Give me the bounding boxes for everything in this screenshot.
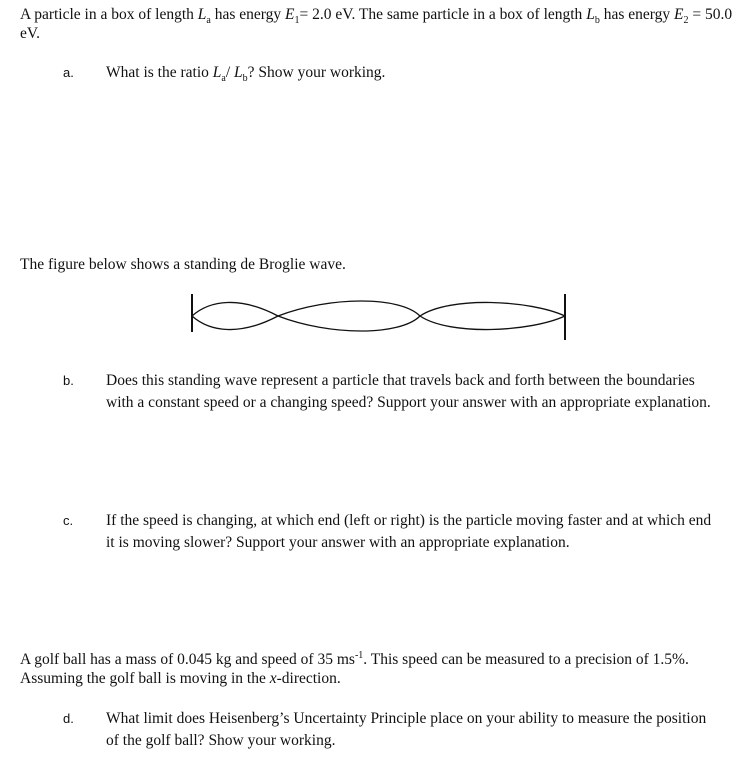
particle-in-box-intro: A particle in a box of length $L_a$ has energy $E_1= 2.0$ eV. The same particle in a box of length $L_b$ has energy $E_2 = 50.0$ eV. [20, 6, 733, 42]
figure-intro: The figure below shows a standing de Broglie wave. [20, 256, 346, 273]
question-c-label: c. [63, 513, 74, 528]
standing-wave-figure [180, 290, 580, 344]
question-b-label: b. [63, 373, 74, 388]
wave-lower-curve [192, 316, 565, 331]
question-d-text: What limit does Heisenberg’s Uncertainty Principle place on your ability to measure the position of the golf ball? Show your working. [106, 710, 707, 749]
question-a-label: a. [63, 65, 74, 80]
wave-upper-curve [192, 301, 565, 316]
question-b-text: Does this standing wave represent a particle that travels back and forth between the boundaries with a constant speed or a changing speed? Support your answer with an appropriate explanation. [106, 372, 711, 411]
golf-ball-intro: A golf ball has a mass of 0.045 kg and speed of 35 $ms^{-1}$. This speed can be measured to a precision of 1.5%. Assuming the golf ball is moving in the x-direction. [20, 649, 689, 687]
question-a-text: What is the ratio $L_a/$ $L_b$? Show your working. [106, 64, 386, 85]
question-c-text: If the speed is changing, at which end (left or right) is the particle moving faster and at which end it is moving slower? Support your answer with an appropriate explanation. [106, 512, 712, 551]
question-d-label: d. [63, 711, 74, 726]
